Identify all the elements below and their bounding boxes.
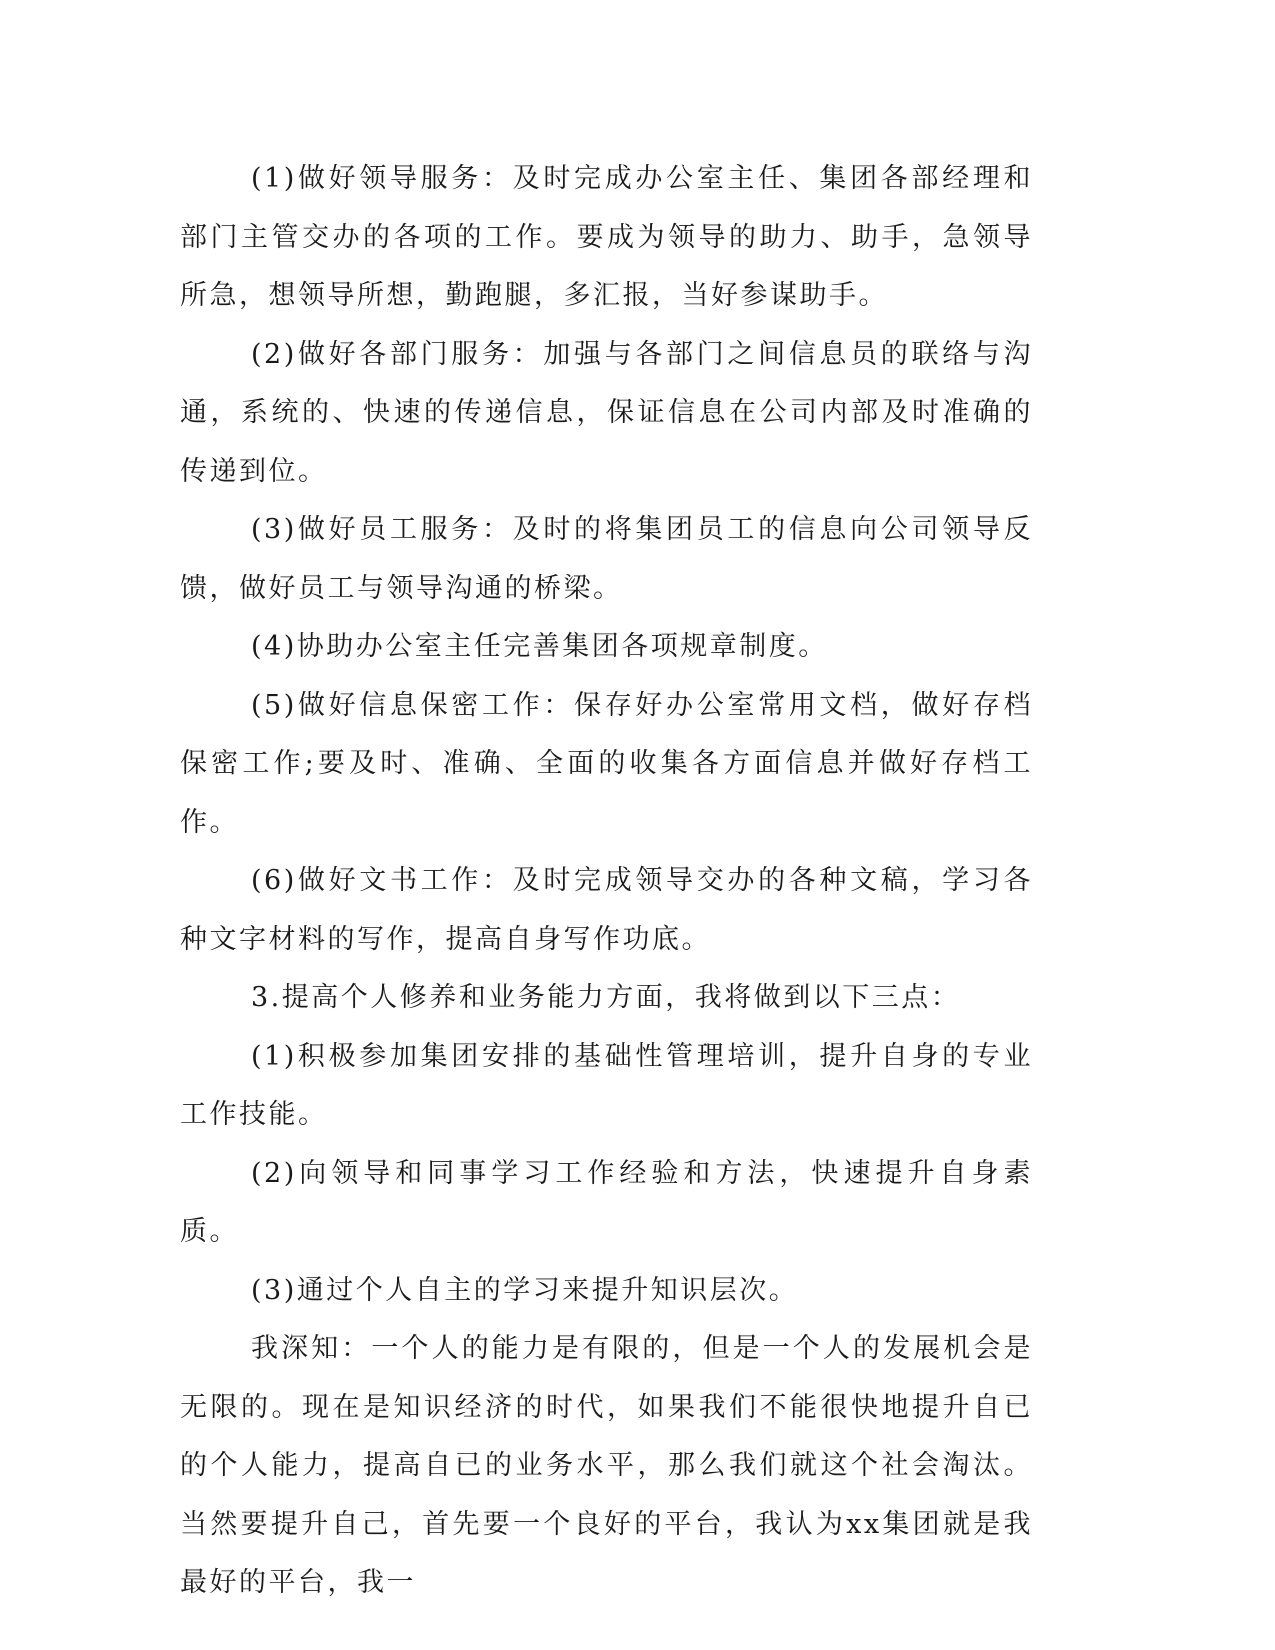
- document-body: [180, 150, 1033, 1613]
- paragraph-leader-service: (1)做好领导服务：及时完成办公室主任、集团各部经理和部门主管交办的各项的工作。要成为领导的助力、助手，急领导所急，想领导所想，勤跑腿，多汇报，当好参谋助手。: [180, 163, 1033, 311]
- paragraph-clerical-work: (6)做好文书工作：及时完成领导交办的各种文稿，学习各种文字材料的写作，提高自身写作功底。: [180, 865, 1033, 955]
- paragraph-rules-assist: (4)协助办公室主任完善集团各项规章制度。: [251, 631, 828, 662]
- paragraph-department-service: (2)做好各部门服务：加强与各部门之间信息员的联络与沟通，系统的、快速的传递信息，保证信息在公司内部及时准确的传递到位。: [180, 338, 1033, 487]
- paragraph-employee-service: (3)做好员工服务：及时的将集团员工的信息向公司领导反馈，做好员工与领导沟通的桥梁。: [180, 514, 1033, 604]
- paragraph-training: (1)积极参加集团安排的基础性管理培训，提升自身的专业工作技能。: [180, 1040, 1033, 1130]
- paragraph-confidentiality: (5)做好信息保密工作：保存好办公室常用文档，做好存档保密工作;要及时、准确、全面的收集各方面信息并做好存档工作。: [180, 689, 1033, 838]
- section-heading-self-improvement: 3.提高个人修养和业务能力方面，我将做到以下三点：: [251, 982, 961, 1013]
- paragraph-conclusion: 我深知：一个人的能力是有限的，但是一个人的发展机会是无限的。现在是知识经济的时代，如果我们不能很快地提升自已的个人能力，提高自已的业务水平，那么我们就这个社会淘汰。当然要提升自己，首先要一个良好的平台，我认为xx集团就是我最好的平台，我一: [180, 1333, 1033, 1598]
- paragraph-self-study: (3)通过个人自主的学习来提升知识层次。: [251, 1274, 799, 1306]
- paragraph-learn-from-colleagues: (2)向领导和同事学习工作经验和方法，快速提升自身素质。: [180, 1157, 1033, 1247]
